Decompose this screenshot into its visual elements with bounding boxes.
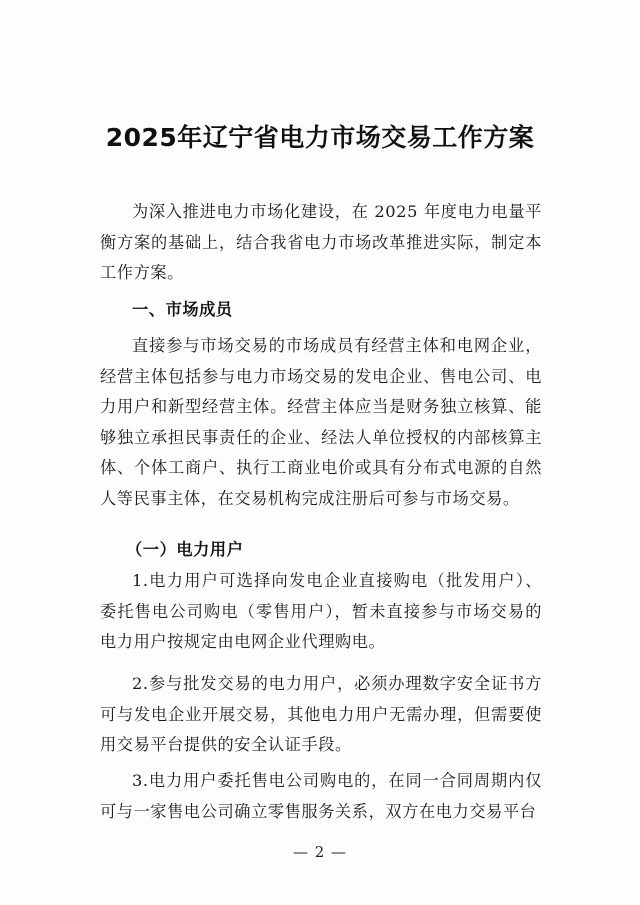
list-item: 1.电力用户可选择向发电企业直接购电（批发用户）、委托售电公司购电（零售用户），暂未直接参与市场交易的电力用户按规定由电网企业代理购电。 bbox=[100, 571, 542, 651]
intro-paragraph: 为深入推进电力市场化建设，在 2025 年度电力电量平衡方案的基础上，结合我省电力市场改革推进实际，制定本工作方案。 bbox=[100, 202, 542, 282]
market-members-paragraph: 直接参与市场交易的市场成员有经营主体和电网企业，经营主体包括参与电力市场交易的发电企业、售电公司、电力用户和新型经营主体。经营主体应当是财务独立核算、能够独立承担民事责任的企业、经法人单位授权的内部核算主体、个体工商户、执行工商业电价或具有分布式电源的自然人等民事主体，在交易机构完成注册后可参与市场交易。 bbox=[100, 336, 542, 508]
subsection-heading-power-users: （一）电力用户 bbox=[126, 540, 244, 559]
section-heading-market-members: 一、市场成员 bbox=[132, 300, 233, 319]
document-title: 2025年辽宁省电力市场交易工作方案 bbox=[105, 123, 535, 152]
list-item: 2.参与批发交易的电力用户，必须办理数字安全证书方可与发电企业开展交易，其他电力用户无需办理，但需要使用交易平台提供的安全认证手段。 bbox=[100, 674, 542, 754]
list-item: 3.电力用户委托售电公司购电的，在同一合同周期内仅可与一家售电公司确立零售服务关系，双方在电力交易平台 bbox=[100, 771, 542, 821]
page-number: — 2 — bbox=[292, 843, 348, 861]
